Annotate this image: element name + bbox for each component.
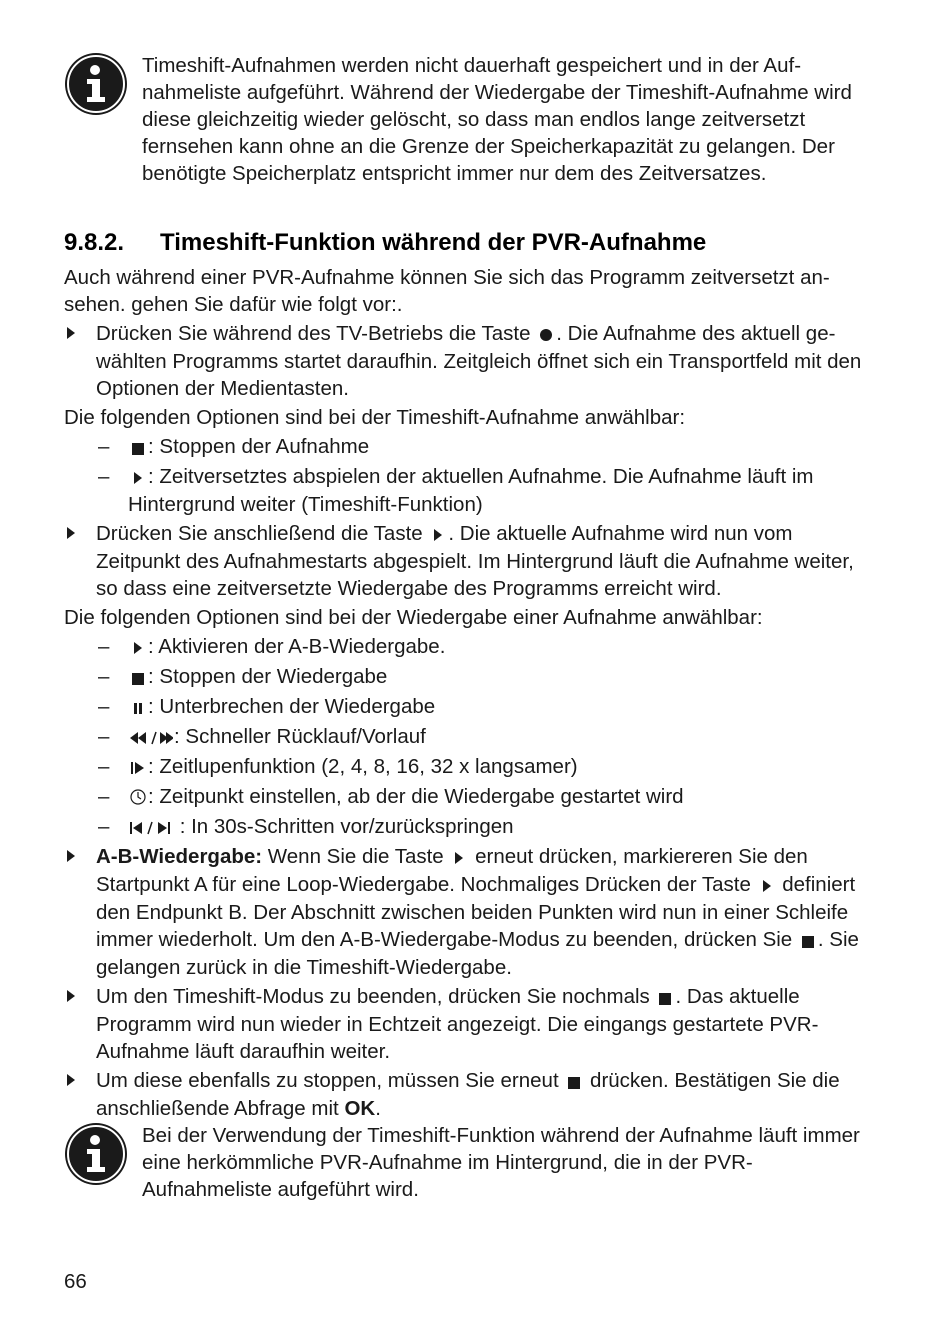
- section-number: 9.8.2.: [64, 229, 125, 256]
- options-heading: Die folgenden Optionen sind bei der Timeshift-Aufnahme anwählbar:: [64, 406, 686, 429]
- play-icon: [128, 634, 148, 661]
- info-note-text: Timeshift-Aufnahmen werden nicht dauerhaft gespeichert und in der Aufnahmeliste aufgeführt. Während der Wiedergabe der Timeshift-Aufnahme wird diese gleichzeitig wieder gelöscht, so dass man endlos lange zeitversetzt fernsehen kann ohne an die Grenze der Speicherkapazität zu gelangen. Der benötigte Speicherplatz entspricht immer nur dem des Zeitversatzes.: [142, 54, 852, 185]
- list-item: Drücken Sie anschließend die Taste . Die aktuelle Aufnahme wird nun vom Zeitpunkt des Aufnahmestarts abgespielt. Im Hintergrund läuft die Aufnahme weiter, so dass eine zeitversetzte Wiedergabe des Programms erreicht wird.: [64, 520, 864, 602]
- pause-icon: [128, 694, 148, 721]
- record-icon: [536, 321, 556, 348]
- play-icon: [128, 464, 148, 491]
- section-heading: [64, 228, 706, 258]
- info-icon: [64, 1122, 128, 1186]
- intro-paragraph: Auch während einer PVR-Aufnahme können Sie sich das Programm zeitversetzt ansehen. gehen Sie dafür wie folgt vor:.: [64, 266, 830, 316]
- options-heading: Die folgenden Optionen sind bei der Wiedergabe einer Aufnahme anwählbar:: [64, 606, 763, 629]
- skip-back-forward-icon: [128, 814, 174, 841]
- list-item: Drücken Sie während des TV-Betriebs die Taste . Die Aufnahme des aktuell gewählten Programms startet daraufhin. Zeitgleich öffnet sich ein Transportfeld mit den Optionen der Medientasten.: [64, 320, 864, 402]
- play-icon: [449, 844, 469, 871]
- rewind-forward-icon: [128, 724, 174, 751]
- play-icon: [428, 521, 448, 548]
- clock-icon: [128, 784, 148, 811]
- stop-icon: [564, 1068, 584, 1095]
- section-body: [64, 264, 864, 1122]
- slow-motion-icon: [128, 754, 148, 781]
- list-item: – : Unterbrechen der Wiedergabe: [64, 693, 864, 721]
- list-item: – : Zeitversetztes abspielen der aktuellen Aufnahme. Die Aufnahme läuft im Hintergrund weiter (Timeshift-Funktion): [98, 465, 814, 516]
- page-number: 66: [64, 1270, 87, 1293]
- list-item: – : In 30s-Schritten vor/zurückspringen: [64, 813, 864, 841]
- list-item: – : Schneller Rücklauf/Vorlauf: [64, 723, 864, 751]
- play-icon: [757, 872, 777, 899]
- list-item: – : Aktivieren der A-B-Wiedergabe.: [64, 633, 864, 661]
- list-item: – : Zeitlupenfunktion (2, 4, 8, 16, 32 x langsamer): [64, 753, 864, 781]
- info-note-text: Bei der Verwendung der Timeshift-Funktion während der Aufnahme läuft immer eine herkömmliche PVR-Aufnahme im Hintergrund, die in der PVR-Aufnahmeliste aufgeführt wird.: [142, 1124, 860, 1201]
- bullet-arrow-icon: [66, 320, 76, 347]
- ok-key-label: OK: [344, 1097, 376, 1120]
- list-item: – : Stoppen der Aufnahme: [64, 433, 864, 461]
- stop-icon: [128, 434, 148, 461]
- bullet-arrow-icon: [66, 520, 76, 547]
- list-item: – : Stoppen der Wiedergabe: [64, 663, 864, 691]
- info-icon: [64, 52, 128, 116]
- bullet-arrow-icon: [66, 843, 76, 870]
- stop-icon: [655, 984, 675, 1011]
- list-item: – : Zeitpunkt einstellen, ab der die Wiedergabe gestartet wird: [64, 783, 864, 811]
- list-item: A-B-Wiedergabe: Wenn Sie die Taste erneut drücken, markiereren Sie den Startpunkt A für eine Loop-Wiedergabe. Nochmaliges Drücken der Taste definiert den Endpunkt B. Der Abschnitt zwischen beiden Punkten wird nun in einer Schleife immer wiederholt. Um den A-B-Wiedergabe-Modus zu beenden, drücken Sie . Sie gelangen zurück in die Timeshift-Wiedergabe.: [64, 843, 864, 981]
- section-title: Timeshift-Funktion während der PVR-Aufnahme: [160, 229, 707, 256]
- stop-icon: [798, 927, 818, 954]
- list-item: Um den Timeshift-Modus zu beenden, drücken Sie nochmals . Das aktuelle Programm wird nun wieder in Echtzeit angezeigt. Die eingangs gestartete PVR-Aufnahme läuft daraufhin weiter.: [64, 983, 864, 1065]
- bullet-arrow-icon: [66, 983, 76, 1010]
- stop-icon: [128, 664, 148, 691]
- bullet-arrow-icon: [66, 1067, 76, 1094]
- list-item: Um diese ebenfalls zu stoppen, müssen Sie erneut drücken. Bestätigen Sie die anschließende Abfrage mit OK.: [64, 1067, 864, 1122]
